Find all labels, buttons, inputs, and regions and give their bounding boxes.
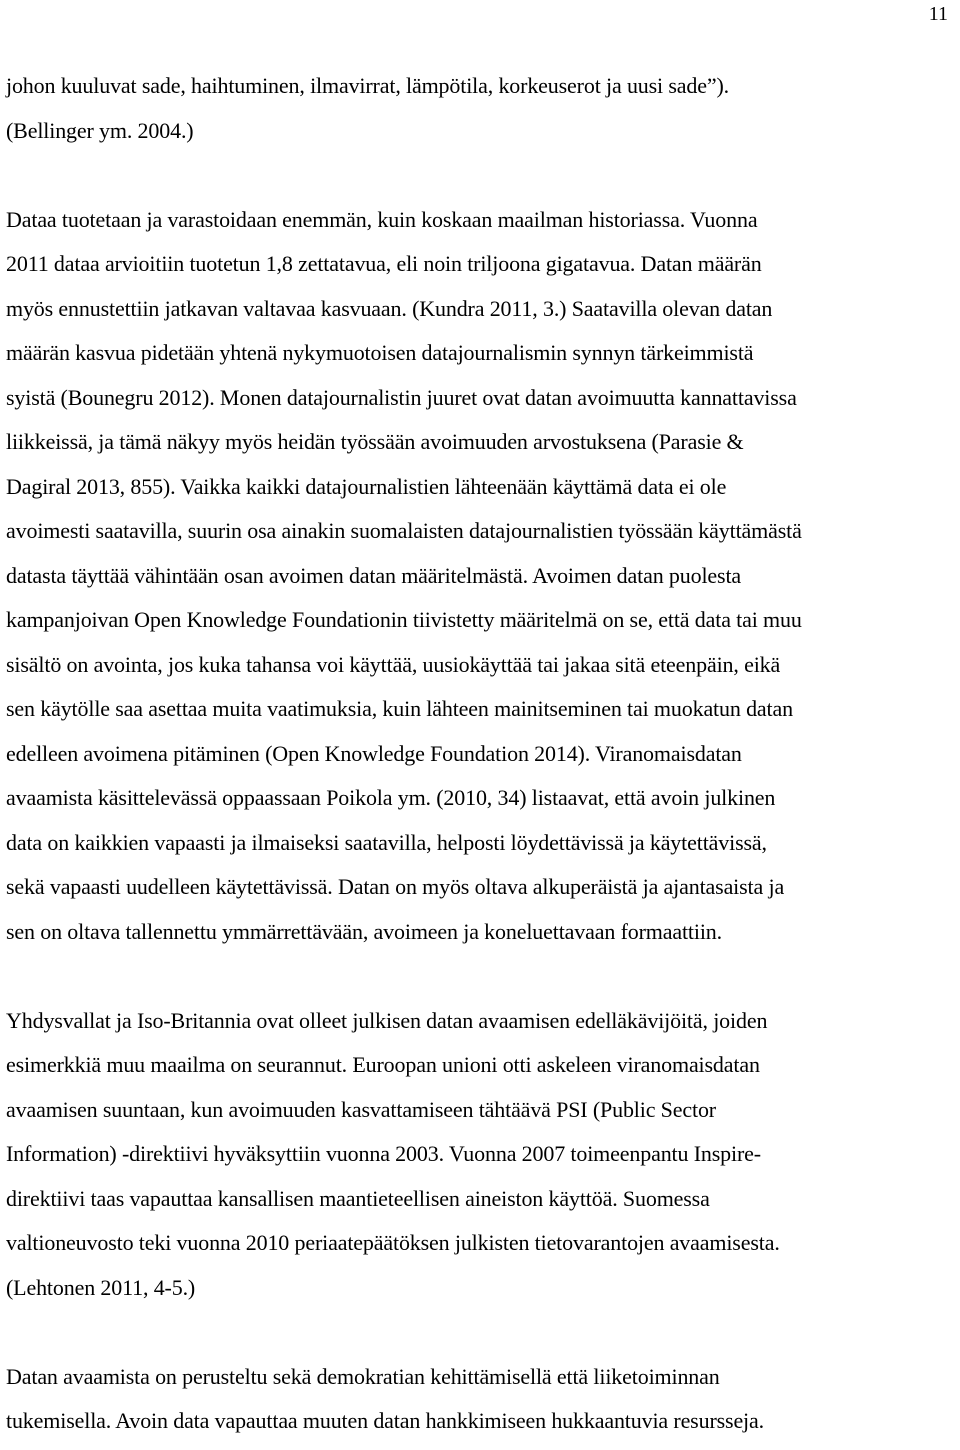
text-line: myös ennustettiin jatkavan valtavaa kasvuaan. (Kundra 2011, 3.) Saatavilla olevan datan [6, 295, 773, 321]
text-line: (Bellinger ym. 2004.) [6, 117, 194, 143]
text-line: esimerkkiä muu maailma on seurannut. Euroopan unioni otti askeleen viranomaisdatan [6, 1052, 760, 1077]
text-line: avoimesti saatavilla, suurin osa ainakin suomalaisten datajournalistien työssään käyttämästä [6, 518, 802, 543]
text-line: direktiivi taas vapauttaa kansallisen maantieteellisen aineiston käyttöä. Suomessa [6, 1185, 710, 1211]
text-line: (Lehtonen 2011, 4-5.) [6, 1274, 196, 1300]
document-body [6, 64, 956, 1444]
text-line: 2011 dataa arvioitiin tuotetun 1,8 zettatavua, eli noin triljoona gigatavua. Datan määrän [6, 251, 762, 276]
text-line: datasta täyttää vähintään osan avoimen datan määritelmästä. Avoimen datan puolesta [6, 562, 742, 588]
text-line: sen käytölle saa asettaa muita vaatimuksia, kuin lähteen mainitseminen tai muokatun datan [6, 696, 793, 721]
text-line: Yhdysvallat ja Iso-Britannia ovat olleet julkisen datan avaamisen edelläkävijöitä, joiden [6, 1007, 768, 1033]
text-line: sisältö on avointa, jos kuka tahansa voi käyttää, uusiokäyttää tai jakaa sitä eteenpäin, eikä [6, 651, 781, 677]
text-line: Dataa tuotetaan ja varastoidaan enemmän, kuin koskaan maailman historiassa. Vuonna [6, 206, 758, 232]
page-number: 11 [928, 3, 948, 25]
text-line: Dagiral 2013, 855). Vaikka kaikki datajournalistien lähteenään käyttämä data ei ole [6, 473, 727, 499]
text-line: avaamista käsittelevässä oppaassaan Poikola ym. (2010, 34) listaavat, että avoin julkinen [6, 785, 776, 810]
text-line: johon kuuluvat sade, haihtuminen, ilmavirrat, lämpötila, korkeuserot ja uusi sade”). [6, 73, 729, 98]
text-line: valtioneuvosto teki vuonna 2010 periaatepäätöksen julkisten tietovarantojen avaamisesta. [6, 1230, 780, 1255]
text-line: Datan avaamista on perusteltu sekä demokratian kehittämisellä että liiketoiminnan [6, 1363, 720, 1389]
text-line: syistä (Bounegru 2012). Monen datajournalistin juuret ovat datan avoimuutta kannattavissa [6, 384, 797, 410]
text-line: data on kaikkien vapaasti ja ilmaiseksi saatavilla, helposti löydettävissä ja käytettävissä, [6, 829, 767, 855]
text-line: edelleen avoimena pitäminen (Open Knowledge Foundation 2014). Viranomaisdatan [6, 740, 742, 766]
text-line: sekä vapaasti uudelleen käytettävissä. Datan on myös oltava alkuperäistä ja ajantasaista ja [6, 874, 785, 899]
text-line: kampanjoivan Open Knowledge Foundationin tiivistetty määritelmä on se, että data tai muu [6, 607, 802, 632]
paragraph-3 [6, 999, 956, 1311]
paragraph-2 [6, 198, 956, 955]
paragraph-4 [6, 1355, 956, 1444]
text-line: tukemisella. Avoin data vapauttaa muuten datan hankkimiseen hukkaantuvia resursseja. [6, 1408, 764, 1433]
paragraph-1 [6, 64, 956, 153]
text-line: avaamisen suuntaan, kun avoimuuden kasvattamiseen tähtäävä PSI (Public Sector [6, 1096, 716, 1122]
text-line: Information) -direktiivi hyväksyttiin vuonna 2003. Vuonna 2007 toimeenpantu Inspire- [6, 1141, 761, 1166]
text-line: liikkeissä, ja tämä näkyy myös heidän työssään avoimuuden arvostuksena (Parasie & [6, 429, 744, 454]
text-line: määrän kasvua pidetään yhtenä nykymuotoisen datajournalismin synnyn tärkeimmistä [6, 340, 754, 365]
text-line: sen on oltava tallennettu ymmärrettävään, avoimeen ja koneluettavaan formaattiin. [6, 918, 723, 944]
